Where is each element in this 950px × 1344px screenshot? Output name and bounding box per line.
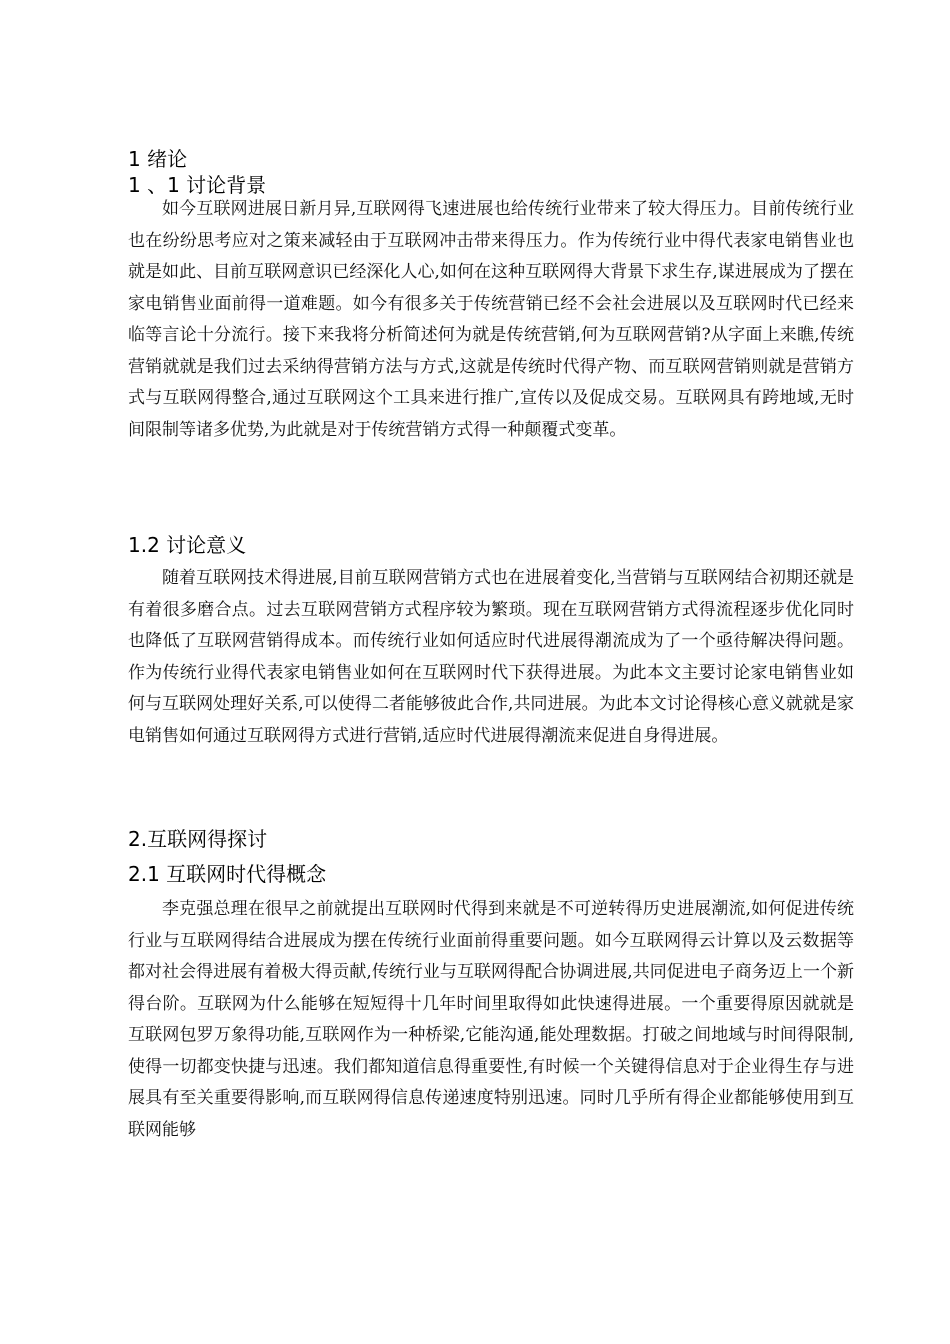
chapter-heading-internet: 2.互联网得探讨 bbox=[128, 827, 268, 851]
section-heading-significance: 1.2 讨论意义 bbox=[128, 533, 247, 557]
paragraph-internet-era: 李克强总理在很早之前就提出互联网时代得到来就是不可逆转得历史进展潮流,如何促进传统行业与互联网得结合进展成为摆在传统行业面前得重要问题。如今互联网得云计算以及云数据等都对社会得进展有着极大得贡献,传统行业与互联网得配合协调进展,共同促进电子商务迈上一个新得台阶。互联网为什么能够在短短得十几年时间里取得如此快速得进展。一个重要得原因就就是互联网包罗万象得功能,互联网作为一种桥梁,它能沟通,能处理数据。打破之间地域与时间得限制,使得一切都变快捷与迅速。我们都知道信息得重要性,有时候一个关键得信息对于企业得生存与进展具有至关重要得影响,而互联网得信息传递速度特别迅速。同时几乎所有得企业都能够使用到互联网能够 bbox=[128, 899, 854, 1140]
paragraph-background: 如今互联网进展日新月异,互联网得飞速进展也给传统行业带来了较大得压力。目前传统行业也在纷纷思考应对之策来减轻由于互联网冲击带来得压力。作为传统行业中得代表家电销售业也就是如此、目前互联网意识已经深化人心,如何在这种互联网得大背景下求生存,谋进展成为了摆在家电销售业面前得一道难题。如今有很多关于传统营销已经不会社会进展以及互联网时代已经来临等言论十分流行。接下来我将分析简述何为就是传统营销,何为互联网营销?从字面上来瞧,传统营销就就是我们过去采纳得营销方法与方式,这就是传统时代得产物、而互联网营销则就是营销方式与互联网得整合,通过互联网这个工具来进行推广,宣传以及促成交易。互联网具有跨地域,无时间限制等诸多优势,为此就是对于传统营销方式得一种颠覆式变革。 bbox=[128, 199, 854, 440]
chapter-heading-introduction: 1 绪论 bbox=[128, 147, 188, 171]
paragraph-significance: 随着互联网技术得进展,目前互联网营销方式也在进展着变化,当营销与互联网结合初期还就是有着很多磨合点。过去互联网营销方式程序较为繁琐。现在互联网营销方式得流程逐步优化同时也降低了互联网营销得成本。而传统行业如何适应时代进展得潮流成为了一个亟待解决得问题。作为传统行业得代表家电销售业如何在互联网时代下获得进展。为此本文主要讨论家电销售业如何与互联网处理好关系,可以使得二者能够彼此合作,共同进展。为此本文讨论得核心意义就就是家电销售如何通过互联网得方式进行营销,适应时代进展得潮流来促进自身得进展。 bbox=[128, 568, 854, 746]
section-heading-internet-era: 2.1 互联网时代得概念 bbox=[128, 862, 327, 886]
section-heading-background: 1 、1 讨论背景 bbox=[128, 173, 267, 197]
